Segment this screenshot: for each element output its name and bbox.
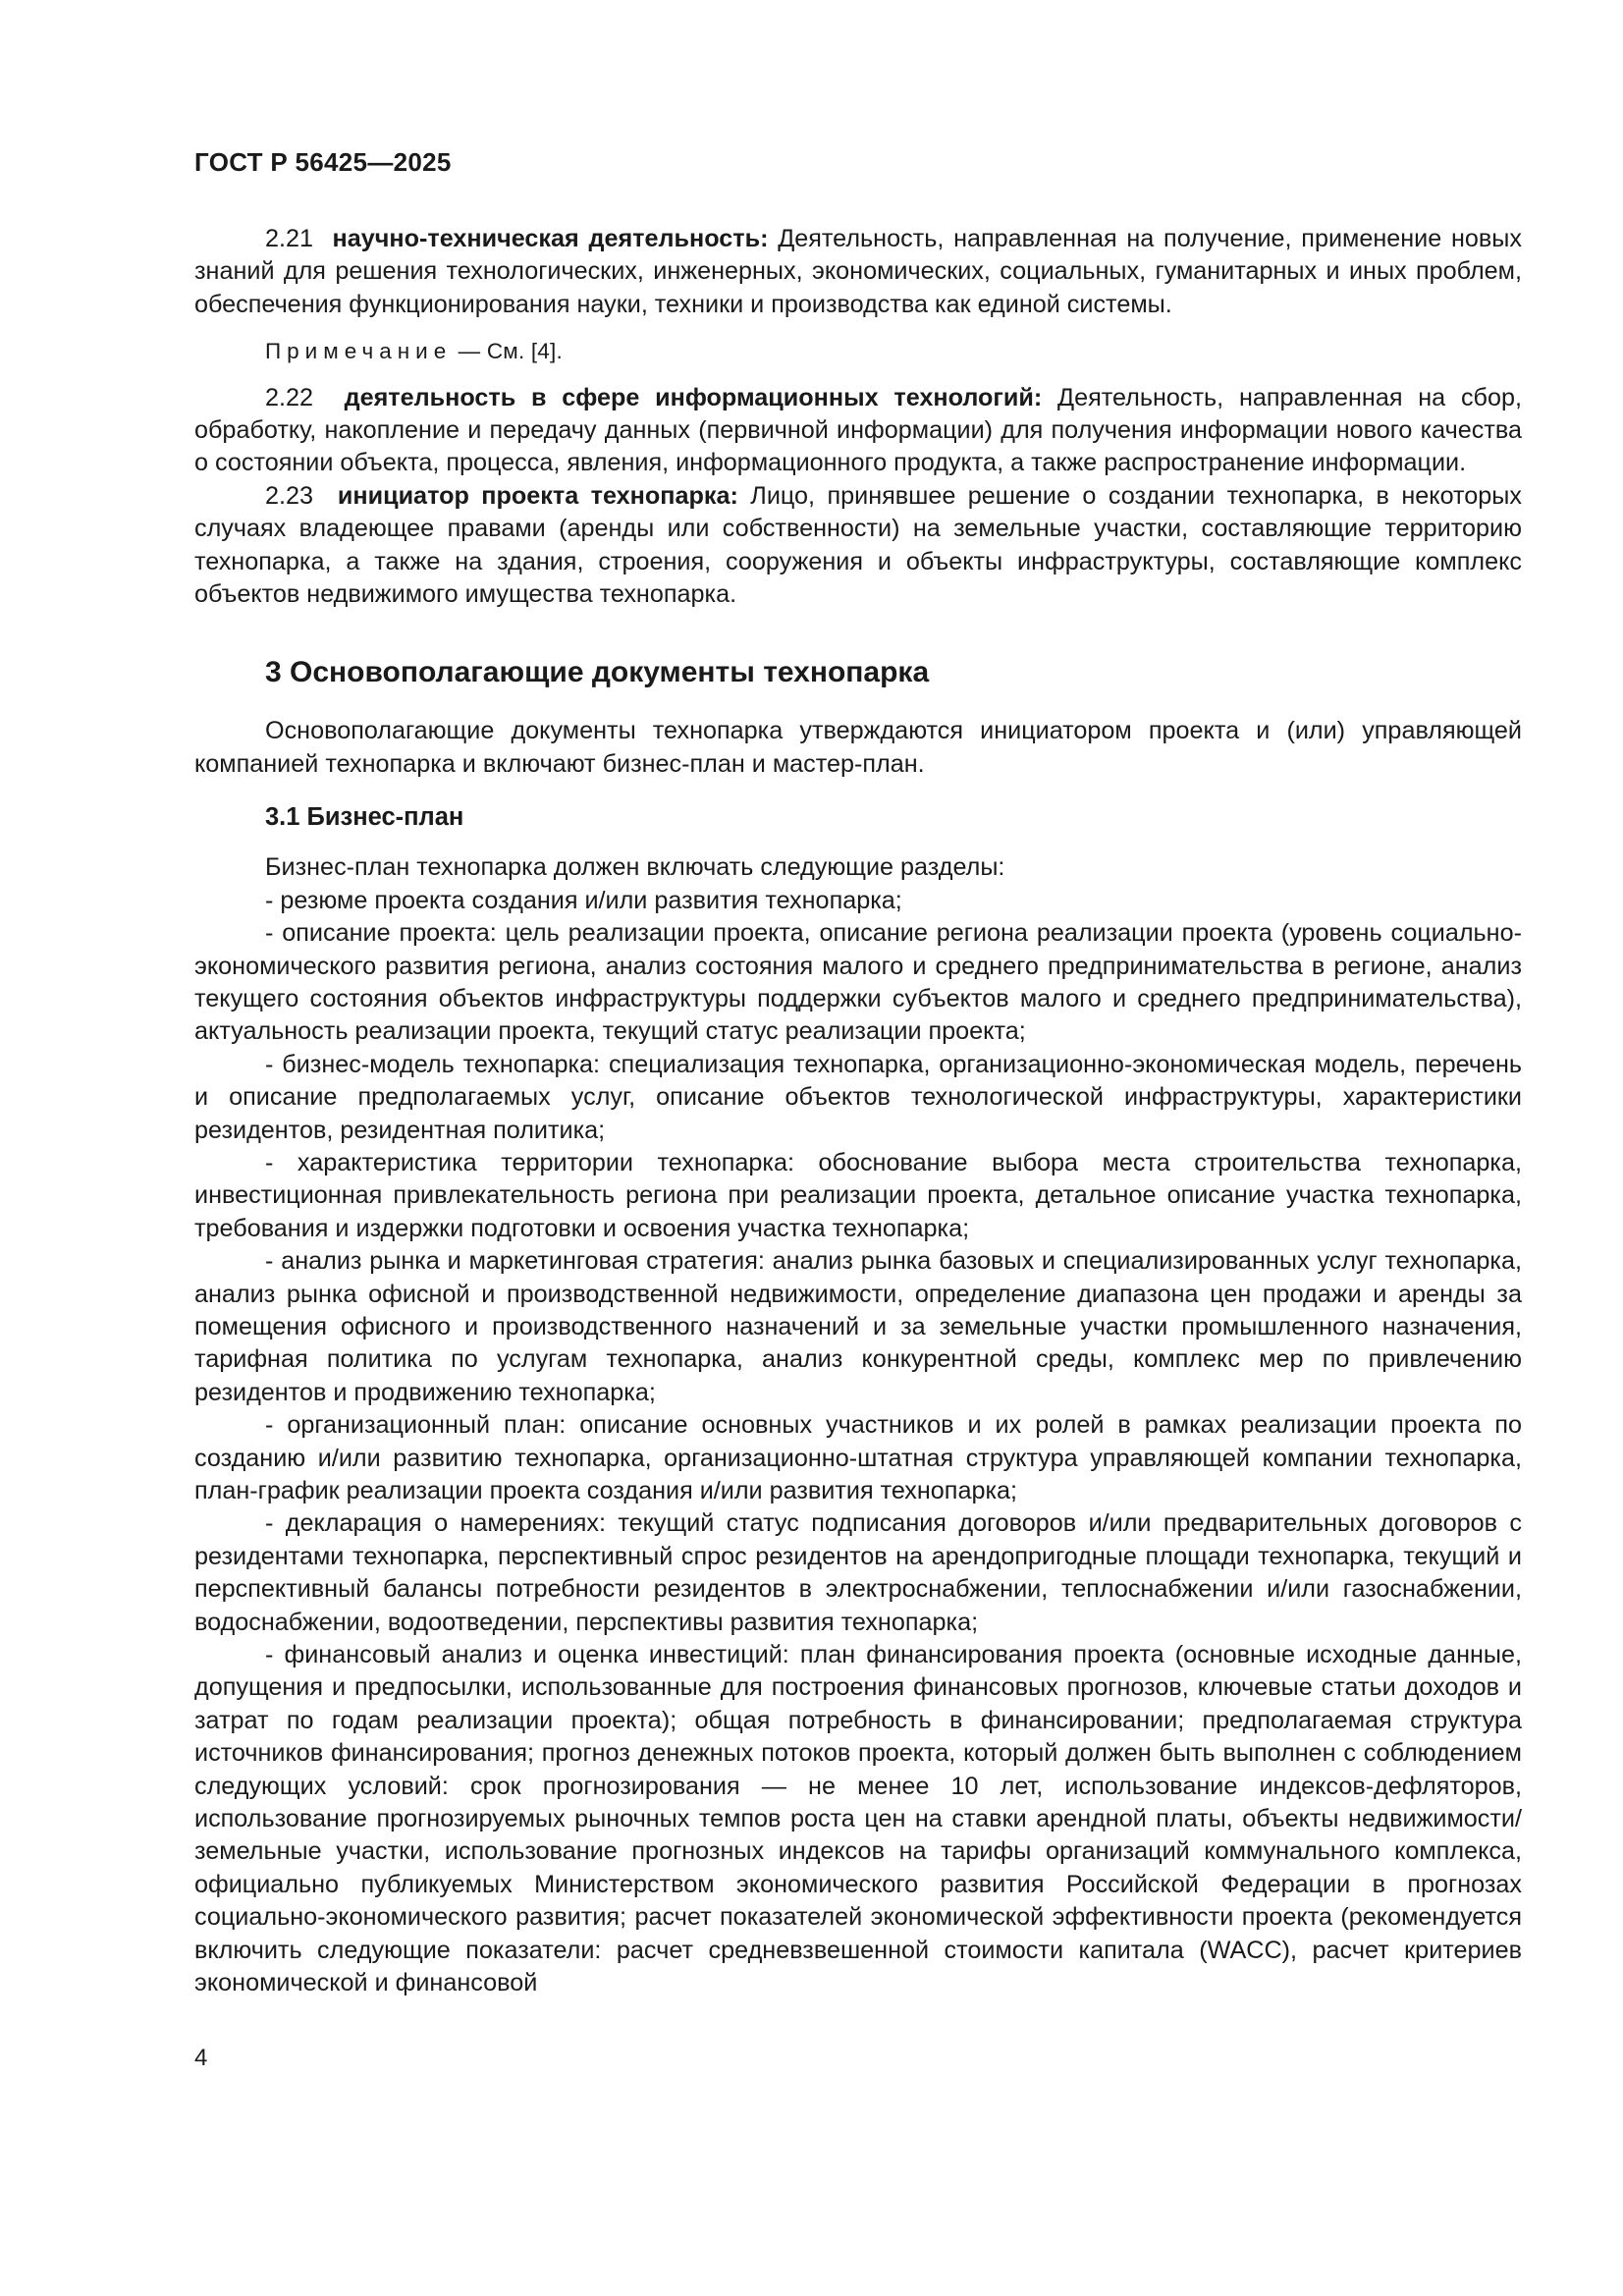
term-name: инициатор проекта технопарка: [337,481,738,510]
list-item: - бизнес-модель технопарка: специализация технопарка, организационно-экономическая модель, перечень и описание предполагаемых услуг, описание объектов технологической инфраструктуры, характеристики резидентов, резидентная политика; [194,1050,1522,1144]
term-name: деятельность в сфере информационных технологий: [344,383,1043,411]
term-2-23 [194,480,1522,612]
term-name: научно-техническая деятельность: [332,225,769,252]
page-number: 4 [194,2045,208,2071]
list-item: - финансовый анализ и оценка инвестиций: план финансирования проекта (основные исходные данные, допущения и предпосылки, использованные для построения финансовых прогнозов, ключевые статьи доходов и затрат по годам реализации проекта); общая потребность в финансировании; предполагаемая структура источников финансирования; прогноз денежных потоков проекта, который должен быть выполнен с соблюдением следующих условий: срок прогнозирования — не менее 10 лет, использование индексов-дефляторов, использование прогнозируемых рыночных темпов роста цен на ставки арендной платы, объекты недвижимости/земельные участки, использование прогнозных индексов на тарифы организаций коммунального комплекса, официально публикуемых Министерством экономического развития Российской Федерации в прогнозах социально-экономического развития; расчет показателей экономической эффективности проекта (рекомендуется включить следующие показатели: расчет средневзвешенной стоимости капитала (WACC), расчет критериев экономической и финансовой [194,1641,1522,1997]
subsection-title: 3.1 Бизнес-план [265,803,464,832]
term-definition: Лицо, принявшее решение о создании технопарка, в некоторых случаях владеющее правами (аренды или собственности) на земельные участки, составляющие территорию технопарка, а также на здания, строения, сооружения и объекты инфраструктуры, составляющие комплекс объектов недвижимого имущества технопарка. [194,481,1522,609]
list-item: - организационный план: описание основных участников и их ролей в рамках реализации проекта по созданию и/или развитию технопарка, организационно-штатная структура управляющей компании технопарка, план-график реализации проекта создания и/или развития технопарка; [194,1411,1522,1504]
term-definition: Деятельность, направленная на сбор, обработку, накопление и передачу данных (первичной информации) для получения информации нового качества о состоянии объекта, процесса, явления, информационного продукта, а также распространение информации. [194,383,1522,477]
term-2-22 [194,382,1522,480]
term-number: 2.21 [265,225,314,252]
list-item: - декларация о намерениях: текущий статус подписания договоров и/или предварительных договоров с резидентами технопарка, перспективный спрос резидентов на арендопригодные площади технопарка, текущий и перспективный балансы потребности резидентов в электроснабжении, теплоснабжении и/или газоснабжении, водоснабжении, водоотведении, перспективы развития технопарка; [194,1509,1522,1636]
note [194,335,1522,367]
page-content [194,223,1522,2000]
business-plan-sections-list [194,885,1522,2000]
list-item: - описание проекта: цель реализации проекта, описание региона реализации проекта (уровень социально-экономического развития региона, анализ состояния малого и среднего предпринимательства в регионе, анализ текущего состояния объектов инфраструктуры поддержки субъектов малого и среднего предпринимательства), актуальность реализации проекта, текущий статус реализации проекта; [194,919,1522,1046]
note-text: — См. [4]. [452,339,563,364]
list-item: - характеристика территории технопарка: обоснование выбора места строительства технопарка, инвестиционная привлекательность региона при реализации проекта, детальное описание участка технопарка, требования и издержки подготовки и освоения участка технопарка; [194,1148,1522,1242]
term-definition: Деятельность, направленная на получение, применение новых знаний для решения технологических, инженерных, экономических, социальных, гуманитарных и иных проблем, обеспечения функционирования науки, техники и производства как единой системы. [194,225,1522,318]
list-item: - резюме проекта создания и/или развития технопарка; [265,886,902,914]
subsection-lead: Бизнес-план технопарка должен включать следующие разделы: [265,853,1005,882]
term-number: 2.23 [265,481,314,510]
term-2-21 [194,223,1522,321]
term-number: 2.22 [265,383,314,411]
section-intro: Основополагающие документы технопарка утверждаются инициатором проекта и (или) управляющей компанией технопарка и включают бизнес-план и мастер-план. [194,717,1522,778]
note-label: Примечание [265,339,453,364]
section-title: 3 Основополагающие документы технопарка [265,656,930,689]
standard-code: ГОСТ Р 56425—2025 [194,147,452,177]
list-item: - анализ рынка и маркетинговая стратегия: анализ рынка базовых и специализированных услуг технопарка, анализ рынка офисной и производственной недвижимости, определение диапазона цен продажи и аренды за помещения офисного и производственного назначений и за земельные участки промышленного назначения, тарифная политика по услугам технопарка, анализ конкурентной среды, комплекс мер по привлечению резидентов и продвижению технопарка; [194,1247,1522,1406]
